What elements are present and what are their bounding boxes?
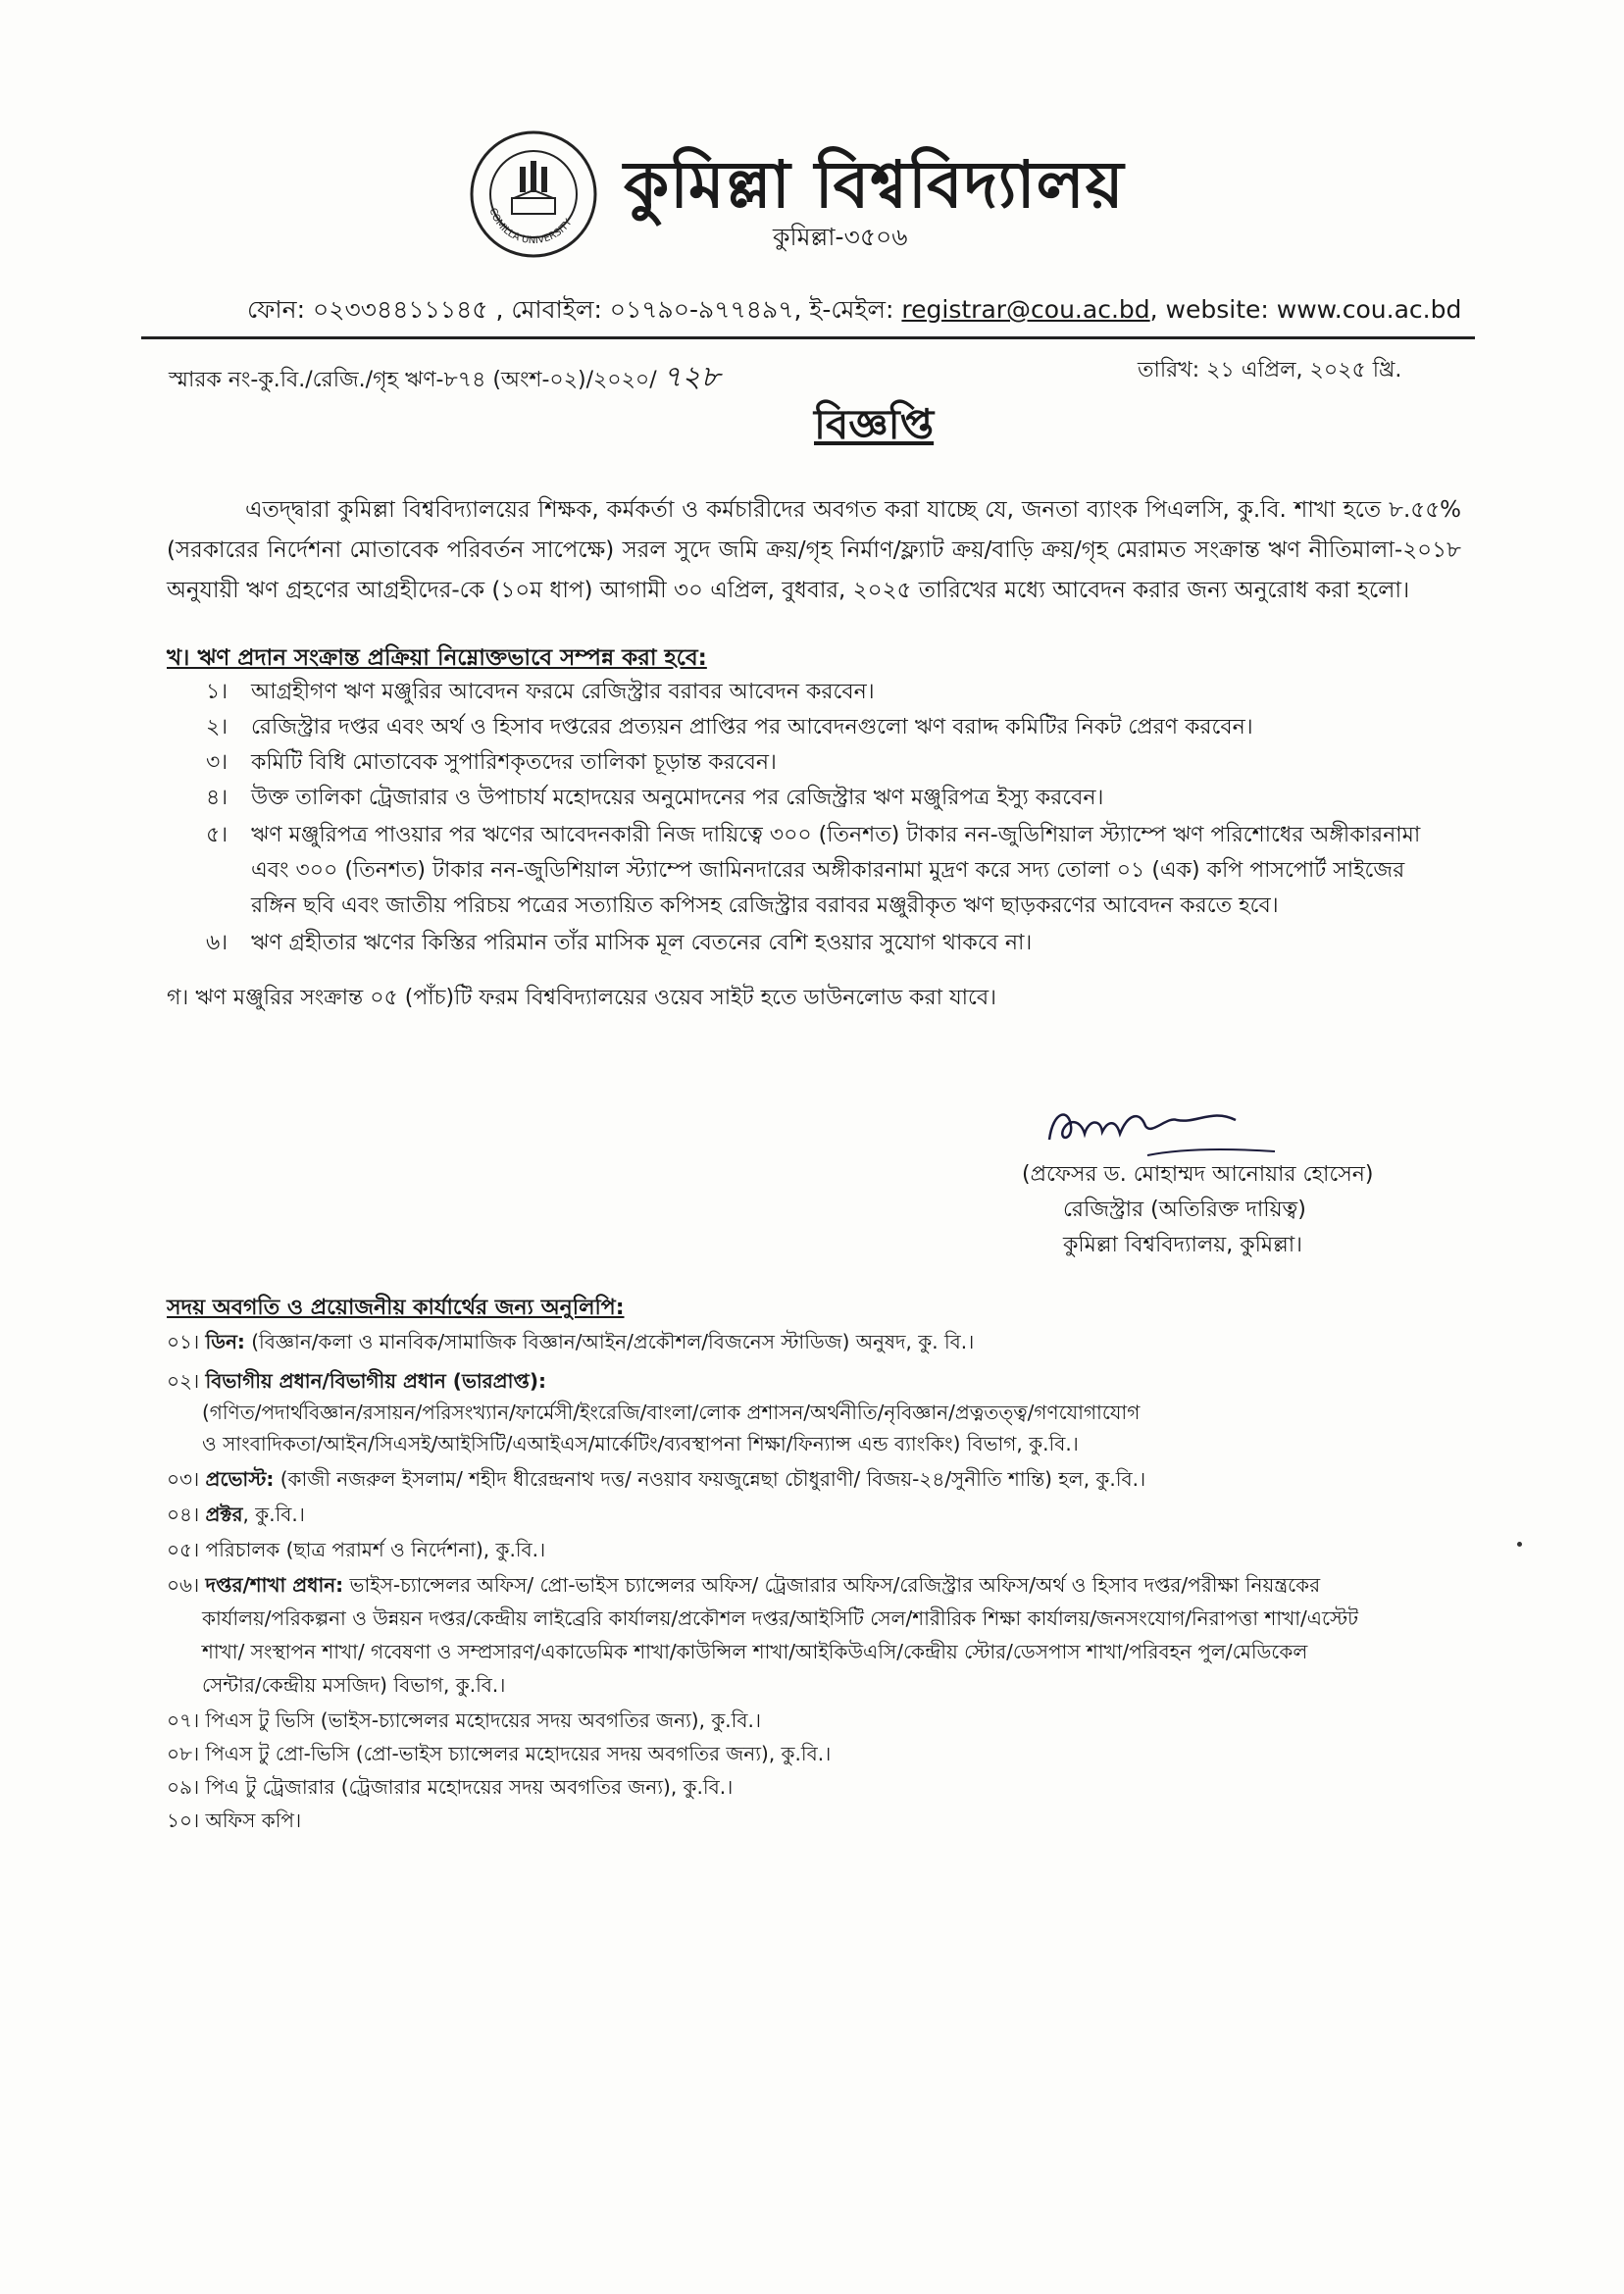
section-ga: গ। ঋণ মঞ্জুরির সংক্রান্ত ০৫ (পাঁচ)টি ফরম বিশ্ববিদ্যালয়ের ওয়েব সাইট হতে ডাউনলোড করা যাবে।: [167, 986, 997, 1010]
list-item: ৬। ঋণ গ্রহীতার ঋণের কিস্তির পরিমান তাঁর মাসিক মূল বেতনের বেশি হওয়ার সুযোগ থাকবে না।: [206, 931, 1033, 955]
notice-title: বিজ্ঞপ্তি: [814, 400, 935, 448]
copy-item: ০১। ডিন: (বিজ্ঞান/কলা ও মানবিক/সামাজিক বিজ্ঞান/আইন/প্রকৌশল/বিজনেস স্টাডিজ) অনুষদ, কু. বি.।: [167, 1330, 975, 1353]
copy-item-continuation: (গণিত/পদার্থবিজ্ঞান/রসায়ন/পরিসংখ্যান/ফার্মেসী/ইংরেজি/বাংলা/লোক প্রশাসন/অর্থনীতি/নৃবিজ্ঞান/প্রত্নতত্ত্ব/গণযোগাযোগ: [202, 1401, 1141, 1424]
svg-text:COMILLA UNIVERSITY: COMILLA UNIVERSITY: [486, 206, 575, 247]
memo-handwritten-number: ৭২৮: [662, 360, 721, 394]
university-logo: [469, 129, 598, 259]
list-item: ৪। উক্ত তালিকা ট্রেজারার ও উপাচার্য মহোদয়ের অনুমোদনের পর রেজিস্ট্রার ঋণ মঞ্জুরিপত্র ইস্যু করবেন।: [206, 786, 1104, 810]
university-name: কুমিল্লা বিশ্ববিদ্যালয়: [624, 147, 1125, 223]
list-item-continuation: এবং ৩০০ (তিনশত) টাকার নন-জুডিশিয়াল স্ট্যাম্পে জামিনদারের অঙ্গীকারনামা মুদ্রণ করে সদ্য তোলা ০১ (এক) কপি পাসপোর্ট সাইজের: [251, 858, 1405, 883]
copy-item: ০৫। পরিচালক (ছাত্র পরামর্শ ও নির্দেশনা), কু.বি.।: [167, 1538, 546, 1561]
copy-item: ০৭। পিএস টু ভিসি (ভাইস-চ্যান্সেলর মহোদয়ের সদয় অবগতির জন্য), কু.বি.।: [167, 1708, 762, 1732]
copy-item-continuation: ও সাংবাদিকতা/আইন/সিএসই/আইসিটি/এআইএস/মার্কেটিং/ব্যবস্থাপনা শিক্ষা/ফিন্যান্স এন্ড ব্যাংকিং) বিভাগ, কু.বি.।: [202, 1432, 1079, 1455]
copy-item-continuation: সেন্টার/কেন্দ্রীয় মসজিদ) বিভাগ, কু.বি.।: [202, 1673, 506, 1697]
memo-date: তারিখ: ২১ এপ্রিল, ২০২৫ খ্রি.: [1138, 358, 1402, 382]
list-item-continuation: রঙ্গিন ছবি এবং জাতীয় পরিচয় পত্রের সত্যায়িত কপিসহ রেজিস্ট্রার বরাবর মঞ্জুরীকৃত ঋণ ছাড়করণের আবেদন করতে হবে।: [251, 893, 1279, 918]
list-item: ৩। কমিটি বিধি মোতাবেক সুপারিশকৃতদের তালিকা চূড়ান্ত করবেন।: [206, 750, 777, 775]
email-link[interactable]: registrar@cou.ac.bd: [901, 295, 1150, 324]
copies-heading: সদয় অবগতি ও প্রয়োজনীয় কার্যার্থের জন্য অনুলিপি:: [167, 1296, 625, 1320]
copy-item: ০৮। পিএস টু প্রো-ভিসি (প্রো-ভাইস চ্যান্সেলর মহোদয়ের সদয় অবগতির জন্য), কু.বি.।: [167, 1742, 832, 1765]
contact-suffix: , website: www.cou.ac.bd: [1149, 295, 1462, 324]
signatory-title: রেজিস্ট্রার (অতিরিক্ত দায়িত্ব): [1063, 1198, 1306, 1222]
copy-item: ০২। বিভাগীয় প্রধান/বিভাগীয় প্রধান (ভারপ্রাপ্ত):: [167, 1369, 546, 1393]
memo-reference: [169, 353, 720, 403]
contact-prefix: ফোন: ০২৩৩৪৪১১১৪৫ , মোবাইল: ০১৭৯০-৯৭৭৪৯৭, ই-মেইল:: [247, 295, 902, 324]
contact-line: [247, 290, 1461, 332]
copy-item: ০৬। দপ্তর/শাখা প্রধান: ভাইস-চ্যান্সেলর অফিস/ প্রো-ভাইস চ্যান্সেলর অফিস/ ট্রেজারার অফিস/রেজিস্ট্রার অফিস/অর্থ ও হিসাব দপ্তর/পরীক্ষা নিয়ন্ত্রকের: [167, 1573, 1321, 1597]
copy-item: ০৪। প্রক্টর, কু.বি.।: [167, 1503, 305, 1526]
scan-speck: [1517, 1542, 1522, 1547]
university-city: কুমিল্লা-৩৫০৬: [773, 223, 908, 251]
section-kha-heading: খ। ঋণ প্রদান সংক্রান্ত প্রক্রিয়া নিম্নোক্তভাবে সম্পন্ন করা হবে:: [167, 645, 707, 671]
list-item: ৫। ঋণ মঞ্জুরিপত্র পাওয়ার পর ঋণের আবেদনকারী নিজ দায়িত্বে ৩০০ (তিনশত) টাকার নন-জুডিশিয়াল স্ট্যাম্পে ঋণ পরিশোধের অঙ্গীকারনামা: [206, 823, 1421, 847]
memo-reference-text: স্মারক নং-কু.বি./রেজি./গৃহ ঋণ-৮৭৪ (অংশ-০২)/২০২০/: [169, 368, 657, 392]
list-item: ২। রেজিস্ট্রার দপ্তর এবং অর্থ ও হিসাব দপ্তরের প্রত্যয়ন প্রাপ্তির পর আবেদনগুলো ঋণ বরাদ্দ কমিটির নিকট প্রেরণ করবেন।: [206, 715, 1253, 739]
copy-item: ০৩। প্রভোস্ট: (কাজী নজরুল ইসলাম/ শহীদ ধীরেন্দ্রনাথ দত্ত/ নওয়াব ফয়জুন্নেছা চৌধুরাণী/ বিজয়-২৪/সুনীতি শান্তি) হল, কু.বি.।: [167, 1467, 1146, 1491]
copy-item-continuation: শাখা/ সংস্থাপন শাখা/ গবেষণা ও সম্প্রসারণ/একাডেমিক শাখা/কাউন্সিল শাখা/আইকিউএসি/কেন্দ্রীয় স্টোর/ডেসপাস শাখা/পরিবহন পুল/মেডিকেল: [202, 1640, 1308, 1663]
header-divider: [141, 336, 1475, 339]
signatory-org: কুমিল্লা বিশ্ববিদ্যালয়, কুমিল্লা।: [1063, 1233, 1303, 1257]
copy-item: ১০। অফিস কপি।: [167, 1809, 302, 1832]
signatory-name: (প্রফেসর ড. মোহাম্মদ আনোয়ার হোসেন): [1022, 1162, 1374, 1187]
intro-paragraph: এতদ্দ্বারা কুমিল্লা বিশ্ববিদ্যালয়ের শিক্ষক, কর্মকর্তা ও কর্মচারীদের অবগত করা যাচ্ছে যে, জনতা ব্যাংক পিএলসি, কু.বি. শাখা হতে ৮.৫৫% (সরকারের নির্দেশনা মোতাবেক পরিবর্তন সাপেক্ষে) সরল সুদে জমি ক্রয়/গৃহ নির্মাণ/ফ্ল্যাট ক্রয়/বাড়ি ক্রয়/গৃহ মেরামত সংক্রান্ত ঋণ নীতিমালা-২০১৮ অনুযায়ী ঋণ গ্রহণের আগ্রহীদের-কে (১০ম ধাপ) আগামী ৩০ এপ্রিল, বুধবার, ২০২৫ তারিখের মধ্যে আবেদন করার জন্য অনুরোধ করা হলো।: [167, 497, 1461, 603]
list-item: ১। আগ্রহীগণ ঋণ মঞ্জুরির আবেদন ফরমে রেজিস্ট্রার বরাবর আবেদন করবেন।: [206, 680, 875, 704]
copy-item: ০৯। পিএ টু ট্রেজারার (ট্রেজারার মহোদয়ের সদয় অবগতির জন্য), কু.বি.।: [167, 1775, 734, 1799]
copy-item-continuation: কার্যালয়/পরিকল্পনা ও উন্নয়ন দপ্তর/কেন্দ্রীয় লাইব্রেরি কার্যালয়/প্রকৌশল দপ্তর/আইসিটি সেল/শারীরিক শিক্ষা কার্যালয়/জনসংযোগ/নিরাপত্তা শাখা/এস্টেট: [202, 1606, 1359, 1630]
